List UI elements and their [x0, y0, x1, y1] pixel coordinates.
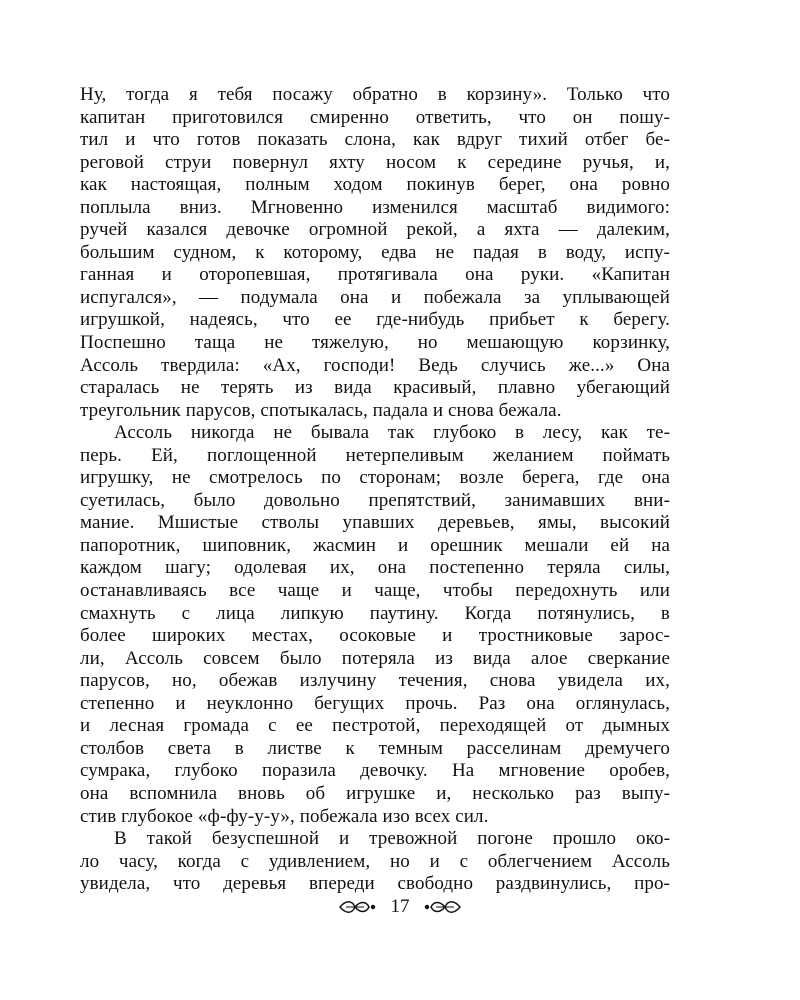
text-line: стив глубокое «ф-фу-у-у», побежала изо всех сил.: [80, 805, 489, 827]
text-line: капитан приготовился смиренно ответить, что он пошу-: [80, 106, 670, 128]
text-line: она вспомнила вновь об игрушке и, несколько раз выпу-: [80, 782, 670, 804]
text-line: парусов, но, обежав излучину течения, снова увидела их,: [80, 670, 670, 692]
text-line: игрушку, не смотрелось по сторонам; возле берега, где она: [80, 467, 670, 489]
text-line: ло часу, когда с удивлением, но и с облегчением Ассоль: [80, 850, 670, 872]
text-line: перь. Ей, поглощенной нетерпеливым желанием поймать: [80, 444, 670, 466]
text-line: смахнуть с лица липкую паутину. Когда потянулись, в: [80, 602, 670, 624]
text-line: ганная и оторопевшая, протягивала она руки. «Капитан: [80, 264, 670, 286]
text-line: большим судном, к которому, едва не падая в воду, испу-: [80, 241, 670, 263]
ornament-left-icon: [338, 898, 378, 916]
text-line: тил и что готов показать слона, как вдруг тихий отбег бе-: [80, 129, 670, 151]
text-line: Ну, тогда я тебя посажу обратно в корзину». Только что: [80, 84, 670, 105]
text-line: степенно и неуклонно бегущих прочь. Раз она оглянулась,: [80, 692, 670, 714]
text-line: увидела, что деревья впереди свободно раздвинулись, про-: [80, 873, 670, 895]
text-line: как настоящая, полным ходом покинув берег, она ровно: [80, 174, 670, 196]
text-line: мание. Мшистые стволы упавших деревьев, ямы, высокий: [80, 512, 670, 534]
text-line: ручей казался девочке огромной рекой, а яхта — далеким,: [80, 219, 670, 241]
text-line: Ассоль твердила: «Ах, господи! Ведь случись же...» Она: [80, 354, 670, 376]
text-line: и лесная громада с ее пестротой, переходящей от дымных: [80, 715, 670, 737]
text-line: Поспешно таща не тяжелую, но мешающую корзинку,: [80, 332, 670, 354]
text-line: столбов света в листве к темным расселинам дремучего: [80, 737, 670, 759]
ornament-right-icon: [422, 898, 462, 916]
text-line: ли, Ассоль совсем было потеряла из вида алое сверкание: [80, 647, 670, 669]
text-line: треугольник парусов, спотыкалась, падала и снова бежала.: [80, 399, 562, 421]
page-footer: [0, 895, 800, 918]
text-line: более широких местах, осоковые и тростниковые зарос-: [80, 625, 670, 647]
text-line: останавливаясь все чаще и чаще, чтобы передохнуть или: [80, 580, 670, 602]
text-line: папоротник, шиповник, жасмин и орешник мешали ей на: [80, 534, 670, 556]
text-line: реговой струи повернул яхту носом к середине ручья, и,: [80, 151, 670, 173]
text-line: Ассоль никогда не бывала так глубоко в лесу, как те-: [114, 422, 670, 444]
text-line: испугался», — подумала она и побежала за уплывающей: [80, 286, 670, 308]
body-text: [80, 84, 670, 896]
text-line: сумрака, глубоко поразила девочку. На мгновение оробев,: [80, 760, 670, 782]
page-number: 17: [390, 895, 410, 917]
text-line: суетилась, было довольно препятствий, занимавших вни-: [80, 489, 670, 511]
text-line: В такой безуспешной и тревожной погоне прошло око-: [114, 828, 670, 850]
text-line: поплыла вниз. Мгновенно изменился масштаб видимого:: [80, 196, 670, 218]
text-line: игрушкой, надеясь, что ее где-нибудь прибьет к берегу.: [80, 309, 670, 331]
text-line: каждом шагу; одолевая их, она постепенно теряла силы,: [80, 557, 670, 579]
text-line: старалась не терять из вида красивый, плавно убегающий: [80, 377, 670, 399]
